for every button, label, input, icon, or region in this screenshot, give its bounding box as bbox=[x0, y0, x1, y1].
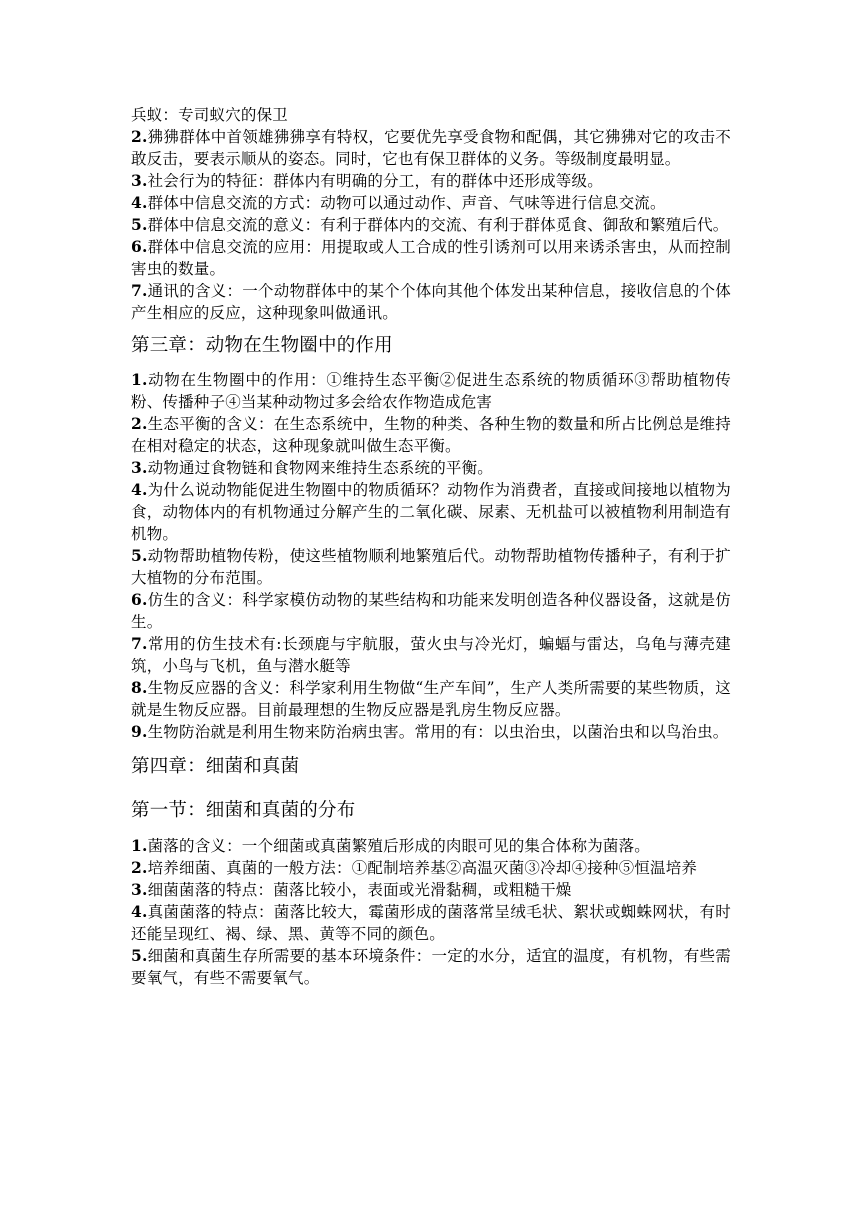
section-b bbox=[131, 369, 731, 743]
item-number: 5. bbox=[131, 546, 148, 565]
paragraph bbox=[131, 857, 731, 879]
paragraph bbox=[131, 280, 731, 324]
top-line: 兵蚁：专司蚁穴的保卫 bbox=[131, 106, 289, 124]
paragraph bbox=[131, 945, 731, 989]
item-text: 动物在生物圈中的作用：①维持生态平衡②促进生态系统的物质循环③帮助植物传粉、传播种子④当某种动物过多会给农作物造成危害 bbox=[131, 371, 731, 411]
paragraph bbox=[131, 192, 731, 214]
item-number: 6. bbox=[131, 237, 148, 256]
paragraph bbox=[131, 413, 731, 457]
item-text: 仿生的含义：科学家模仿动物的某些结构和功能来发明创造各种仪器设备，这就是仿生。 bbox=[131, 591, 731, 631]
item-text: 群体中信息交流的意义：有利于群体内的交流、有利于群体觅食、御敌和繁殖后代。 bbox=[147, 216, 729, 234]
item-number: 5. bbox=[131, 215, 148, 234]
document-page bbox=[131, 104, 731, 989]
item-text: 动物通过食物链和食物网来维持生态系统的平衡。 bbox=[147, 459, 493, 477]
item-number: 2. bbox=[131, 127, 148, 146]
item-number: 4. bbox=[131, 480, 148, 499]
paragraph bbox=[131, 457, 731, 479]
paragraph bbox=[131, 879, 731, 901]
item-number: 3. bbox=[131, 171, 148, 190]
paragraph bbox=[131, 126, 731, 170]
paragraph bbox=[131, 479, 731, 545]
paragraph bbox=[131, 901, 731, 945]
section-c bbox=[131, 835, 731, 989]
paragraph bbox=[131, 677, 731, 721]
item-number: 8. bbox=[131, 678, 148, 697]
chapter-3-heading: 第三章：动物在生物圈中的作用 bbox=[131, 335, 393, 356]
item-text: 狒狒群体中首领雄狒狒享有特权，它要优先享受食物和配偶，其它狒狒对它的攻击不敢反击，要表示顺从的姿态。同时，它也有保卫群体的义务。等级制度最明显。 bbox=[131, 128, 731, 168]
item-number: 2. bbox=[131, 858, 148, 877]
item-text: 群体中信息交流的方式：动物可以通过动作、声音、气味等进行信息交流。 bbox=[147, 194, 666, 212]
item-number: 6. bbox=[131, 590, 148, 609]
item-number: 4. bbox=[131, 193, 148, 212]
item-number: 5. bbox=[131, 946, 148, 965]
chapter-4-heading: 第四章：细菌和真菌 bbox=[131, 756, 300, 777]
item-number: 1. bbox=[131, 836, 148, 855]
item-text: 真菌菌落的特点：菌落比较大，霉菌形成的菌落常呈绒毛状、絮状或蜘蛛网状，有时还能呈现红、褐、绿、黑、黄等不同的颜色。 bbox=[131, 903, 731, 943]
paragraph bbox=[131, 545, 731, 589]
item-text: 社会行为的特征：群体内有明确的分工，有的群体中还形成等级。 bbox=[147, 172, 603, 190]
item-text: 菌落的含义：一个细菌或真菌繁殖后形成的肉眼可见的集合体称为菌落。 bbox=[147, 837, 650, 855]
paragraph bbox=[131, 170, 731, 192]
item-text: 生物反应器的含义：科学家利用生物做“生产车间”，生产人类所需要的某些物质，这就是生物反应器。目前最理想的生物反应器是乳房生物反应器。 bbox=[131, 679, 731, 719]
item-text: 动物帮助植物传粉，使这些植物顺利地繁殖后代。动物帮助植物传播种子，有利于扩大植物的分布范围。 bbox=[131, 547, 731, 587]
item-number: 9. bbox=[131, 722, 148, 741]
item-text: 生态平衡的含义：在生态系统中，生物的种类、各种生物的数量和所占比例总是维持在相对稳定的状态，这种现象就叫做生态平衡。 bbox=[131, 415, 731, 455]
paragraph bbox=[131, 236, 731, 280]
item-text: 细菌和真菌生存所需要的基本环境条件：一定的水分，适宜的温度，有机物，有些需要氧气，有些不需要氧气。 bbox=[131, 947, 731, 987]
item-text: 群体中信息交流的应用：用提取或人工合成的性引诱剂可以用来诱杀害虫，从而控制害虫的数量。 bbox=[131, 238, 731, 278]
item-number: 2. bbox=[131, 414, 148, 433]
paragraph bbox=[131, 589, 731, 633]
item-number: 7. bbox=[131, 281, 148, 300]
section-1-heading: 第一节：细菌和真菌的分布 bbox=[131, 800, 356, 821]
item-text: 生物防治就是利用生物来防治病虫害。常用的有：以虫治虫，以菌治虫和以鸟治虫。 bbox=[147, 723, 729, 741]
item-text: 常用的仿生技术有:长颈鹿与宇航服，萤火虫与冷光灯，蝙蝠与雷达，乌龟与薄壳建筑，小鸟与飞机，鱼与潜水艇等 bbox=[131, 635, 731, 675]
item-text: 细菌菌落的特点：菌落比较小，表面或光滑黏稠，或粗糙干燥 bbox=[147, 881, 572, 899]
item-number: 7. bbox=[131, 634, 148, 653]
item-text: 培养细菌、真菌的一般方法：①配制培养基②高温灭菌③冷却④接种⑤恒温培养 bbox=[147, 859, 698, 877]
paragraph bbox=[131, 214, 731, 236]
paragraph bbox=[131, 633, 731, 677]
paragraph bbox=[131, 721, 731, 743]
section-a bbox=[131, 126, 731, 324]
paragraph bbox=[131, 369, 731, 413]
item-text: 通讯的含义：一个动物群体中的某个个体向其他个体发出某种信息，接收信息的个体产生相应的反应，这种现象叫做通讯。 bbox=[131, 282, 731, 322]
item-number: 1. bbox=[131, 370, 148, 389]
item-number: 3. bbox=[131, 458, 148, 477]
item-number: 3. bbox=[131, 880, 148, 899]
item-text: 为什么说动物能促进生物圈中的物质循环？动物作为消费者，直接或间接地以植物为食，动物体内的有机物通过分解产生的二氧化碳、尿素、无机盐可以被植物利用制造有机物。 bbox=[131, 481, 731, 543]
paragraph bbox=[131, 835, 731, 857]
item-number: 4. bbox=[131, 902, 148, 921]
